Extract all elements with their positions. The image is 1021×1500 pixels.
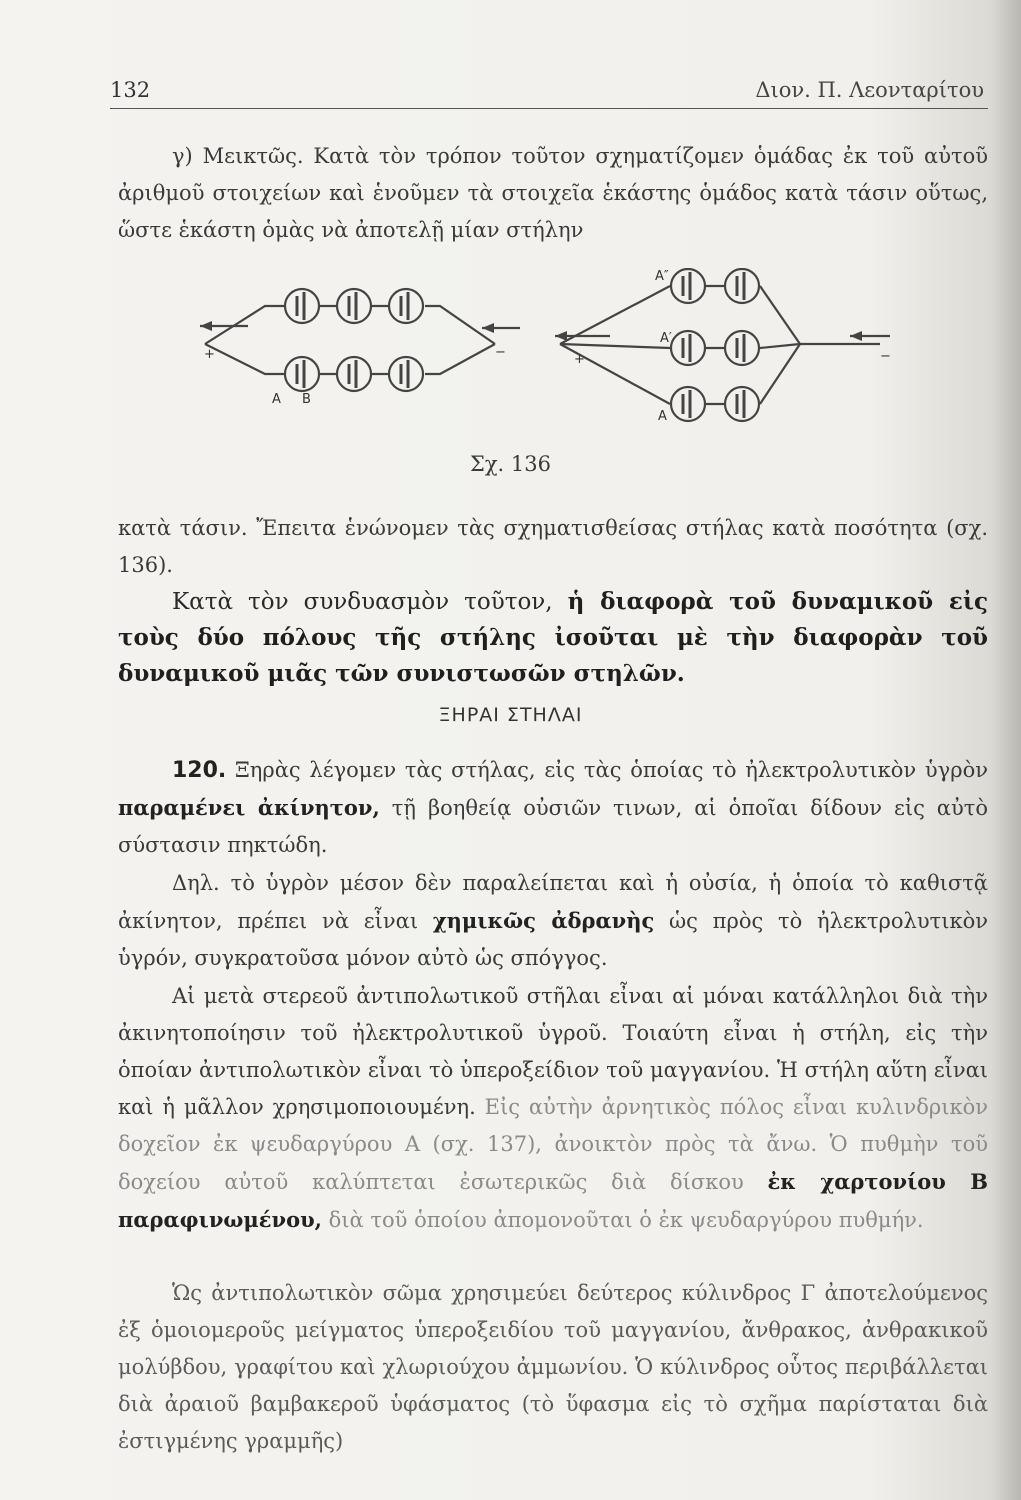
paragraph-label: γ) Μεικτῶς. [172,144,304,168]
paragraph-text: Αἱ μετὰ στερεοῦ ἀντιπολωτικοῦ στῆλαι εἶναι αἱ μόναι κατάλληλοι διὰ τὴν ἀκινητοποίησιν τοῦ ἠλεκτρολυτικοῦ ὑγροῦ. Τοιαύτη εἶναι ἡ στήλη, εἰς τὴν ὁποίαν ἀντιπολωτικὸν εἶναι τὸ ὑπεροξείδιον τοῦ μαγγανίου. Ἡ στήλη αὕτη εἶναι καὶ ἡ μᾶλλον χρησιμοποιουμένη. [118,984,988,1119]
paragraph-depolarizer: Ὡς ἀντιπολωτικὸν σῶμα χρησιμεύει δεύτερος κύλινδρος Γ ἀποτελούμενος ἐξ ὁμοιομεροῦς μείγματος ὑπεροξειδίου τοῦ μαγγανίου, ἄνθρακος, ἀνθρακικοῦ μολύβδου, γραφίτου καὶ χλωριούχου ἀμμωνίου. Ὁ κύλινδρος οὗτος περιβάλλεται διὰ ἀραιοῦ βαμβακεροῦ ὑφάσματος (τὸ ὕφασμα εἰς τὸ σχῆμα παρίσταται διὰ ἐστιγμένης γραμμῆς) [118,1281,988,1453]
left-plus-label: + [204,347,215,362]
running-head: Διον. Π. Λεονταρίτου [755,78,984,102]
paragraph-potential-difference [118,584,988,692]
paragraph-text: Κατὰ τὸν τρόπον τοῦτον σχηματίζομεν ὁμάδας ἐκ τοῦ αὐτοῦ ἀριθμοῦ στοιχείων καὶ ἑνοῦμεν τὰ στοιχεῖα ἑκάστης ὁμάδος κατὰ τάσιν οὕτως, ὥστε ἑκάστη ὁμὰς νὰ ἀποτελῇ μίαν στήλην [118,144,988,242]
paragraph-text: Κατὰ τὸν συνδυασμὸν τοῦτον, [172,589,568,615]
label-A: A [272,392,281,407]
paragraph-text-end: διὰ τοῦ ὁποίου ἀπομονοῦται ὁ ἐκ ψευδαργύρου πυθμήν. [321,1208,924,1232]
paragraph-text-end: τῇ βοηθείᾳ οὐσιῶν τινων, αἱ ὁποῖαι δίδουν εἰς αὐτὸ σύστασιν πηκτώδη. [118,796,989,857]
bold-phrase: παραμένει ἀκίνητον, [118,795,380,820]
circuit-figure [190,268,910,448]
bold-phrase: ἐκ χαρτονίου Β παραφινωμένου, [118,1169,988,1232]
bold-statement: ἡ διαφορὰ τοῦ δυναμικοῦ εἰς τοὺς δύο πόλους τῆς στήλης ἰσοῦται μὲ τὴν διαφορὰν τοῦ δυναμικοῦ μιᾶς τῶν συνιστωσῶν στηλῶν. [118,588,989,687]
paragraph-manganese-cell [118,978,988,1239]
label-A-prime: A′ [660,331,672,346]
paragraph-text-faint: Εἰς αὐτὴν ἀρνητικὸς πόλος εἶναι κυλινδρικὸν δοχεῖον ἐκ ψευδαργύρου Α (σχ. 137), ἀνοικτὸν πρὸς τὰ ἄνω. Ὁ πυθμὴν τοῦ δοχείου αὐτοῦ καλύπτεται ἐσωτερικῶς διὰ δίσκου [118,1095,988,1194]
left-minus-label: − [495,345,506,360]
paragraph-inert-substance [118,865,988,977]
paragraph-number: 120. [172,758,227,783]
paragraph-text-end: ὡς πρὸς τὸ ἠλεκτρολυτικὸν ὑγρόν, συγκρατοῦσα μόνον αὐτὸ ὡς σπόγγος. [118,909,988,970]
label-A-double-prime: A″ [655,269,669,284]
page-number: 132 [110,78,151,102]
paragraph-continuation: κατὰ τάσιν. Ἔπειτα ἑνώνομεν τὰς σχηματισθείσας στήλας κατὰ ποσότητα (σχ. 136). [118,516,988,577]
right-minus-label: − [880,349,891,364]
figure-caption: Σχ. 136 [469,452,551,476]
paragraph-mixed-connection [118,138,988,249]
section-heading: ΞΗΡΑΙ ΣΤΗΛΑΙ [438,704,583,726]
label-A-bottom: A [658,409,667,424]
paragraph-text: λέγομεν τὰς στήλας, εἰς τὰς ὁποίας τὸ ἠλεκτρολυτικὸν ὑγρὸν [300,758,988,782]
defined-term: Ξηρὰς [226,758,301,782]
page-header [110,76,988,109]
bold-phrase: χημικῶς ἀδρανὴς [432,908,655,933]
right-plus-label: + [574,352,585,367]
label-B: B [302,392,311,407]
paragraph-text: Δηλ. τὸ ὑγρὸν μέσον δὲν παραλείπεται καὶ ἡ οὐσία, ἡ ὁποία τὸ καθιστᾷ ἀκίνητον, πρέπει νὰ εἶναι [118,871,988,933]
paragraph-dry-cells-definition [118,752,988,864]
